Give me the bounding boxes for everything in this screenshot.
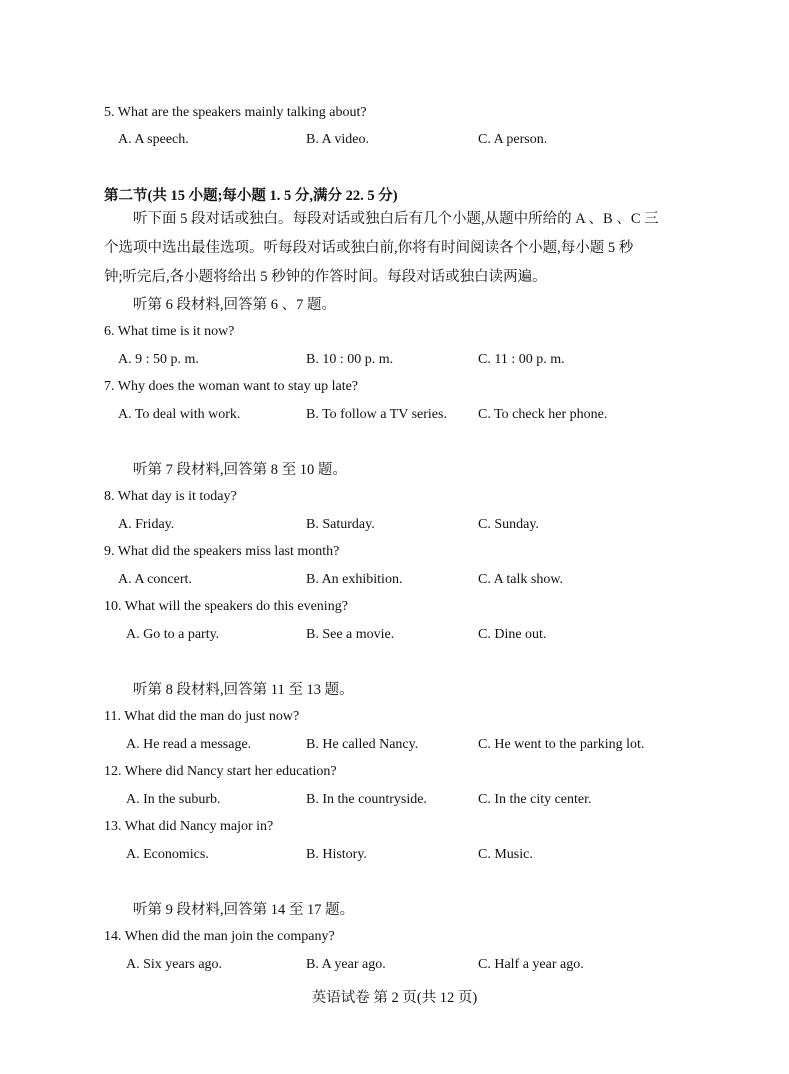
q13-option-a: A. Economics. — [126, 847, 209, 862]
q10-option-b: B. See a movie. — [306, 627, 395, 642]
question-11: 11. What did the man do just now? — [104, 709, 300, 724]
section-instructions-line-2: 个选项中选出最佳选项。听每段对话或独白前,你将有时间阅读各个小题,每小题 5 秒 — [104, 240, 634, 256]
q8-option-a: A. Friday. — [118, 517, 175, 532]
q6-option-b: B. 10 : 00 p. m. — [306, 352, 394, 367]
page-footer: 英语试卷 第 2 页(共 12 页) — [311, 990, 478, 1006]
q14-option-b: B. A year ago. — [306, 957, 386, 972]
q11-option-b: B. He called Nancy. — [306, 737, 419, 752]
question-10: 10. What will the speakers do this evening? — [104, 599, 348, 614]
question-5: 5. What are the speakers mainly talking about? — [104, 105, 367, 120]
intro-passage-6: 听第 6 段材料,回答第 6 、7 题。 — [133, 297, 336, 313]
q9-option-a: A. A concert. — [118, 572, 192, 587]
q9-option-c: C. A talk show. — [478, 572, 564, 587]
q5-option-b: B. A video. — [306, 132, 370, 147]
q5-option-a: A. A speech. — [118, 132, 189, 147]
q13-option-b: B. History. — [306, 847, 367, 862]
q6-option-a: A. 9 : 50 p. m. — [118, 352, 199, 367]
q11-option-a: A. He read a message. — [126, 737, 252, 752]
section-instructions-line-1: 听下面 5 段对话或独白。每段对话或独白后有几个小题,从题中所给的 A 、B 、C 三 — [133, 211, 659, 227]
question-8: 8. What day is it today? — [104, 489, 237, 504]
q7-option-b: B. To follow a TV series. — [306, 407, 447, 422]
q7-option-a: A. To deal with work. — [118, 407, 241, 422]
q9-option-b: B. An exhibition. — [306, 572, 403, 587]
q12-option-b: B. In the countryside. — [306, 792, 427, 807]
question-7: 7. Why does the woman want to stay up late? — [104, 379, 359, 394]
section-title: 第二节(共 15 小题;每小题 1. 5 分,满分 22. 5 分) — [104, 188, 398, 204]
section-instructions-line-3: 钟;听完后,各小题将给出 5 秒钟的作答时间。每段对话或独白读两遍。 — [104, 269, 547, 285]
q14-option-a: A. Six years ago. — [126, 957, 223, 972]
q12-option-c: C. In the city center. — [478, 792, 592, 807]
intro-passage-7: 听第 7 段材料,回答第 8 至 10 题。 — [133, 462, 347, 478]
q10-option-a: A. Go to a party. — [126, 627, 220, 642]
q8-option-c: C. Sunday. — [478, 517, 539, 532]
q10-option-c: C. Dine out. — [478, 627, 547, 642]
q5-option-c: C. A person. — [478, 132, 548, 147]
question-14: 14. When did the man join the company? — [104, 929, 335, 944]
question-9: 9. What did the speakers miss last month? — [104, 544, 340, 559]
intro-passage-9: 听第 9 段材料,回答第 14 至 17 题。 — [133, 902, 355, 918]
question-6: 6. What time is it now? — [104, 324, 235, 339]
q12-option-a: A. In the suburb. — [126, 792, 221, 807]
q8-option-b: B. Saturday. — [306, 517, 375, 532]
q14-option-c: C. Half a year ago. — [478, 957, 584, 972]
question-13: 13. What did Nancy major in? — [104, 819, 274, 834]
q13-option-c: C. Music. — [478, 847, 533, 862]
question-12: 12. Where did Nancy start her education? — [104, 764, 337, 779]
intro-passage-8: 听第 8 段材料,回答第 11 至 13 题。 — [133, 682, 354, 698]
q7-option-c: C. To check her phone. — [478, 407, 608, 422]
q11-option-c: C. He went to the parking lot. — [478, 737, 645, 752]
q6-option-c: C. 11 : 00 p. m. — [478, 352, 565, 367]
